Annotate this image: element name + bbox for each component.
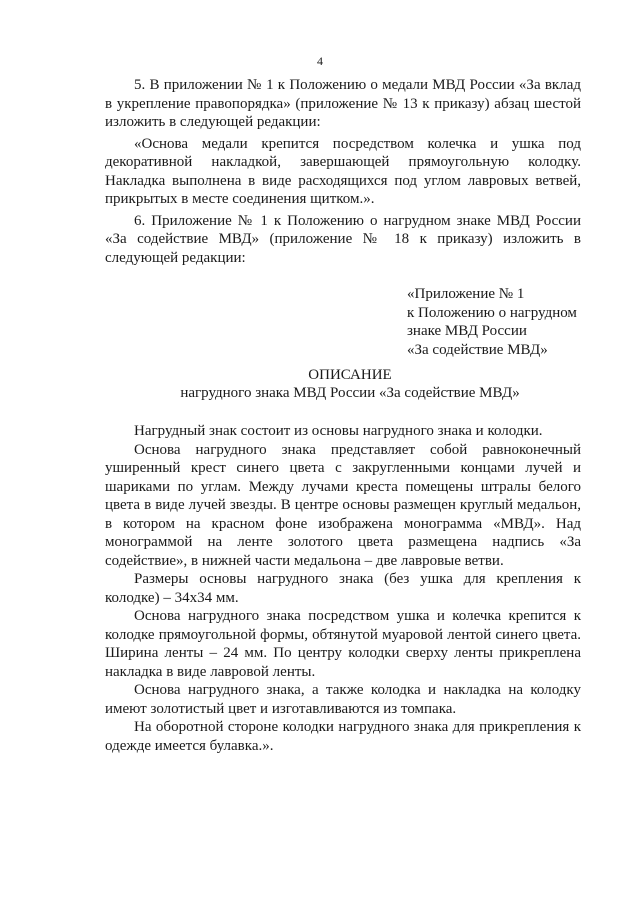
description-body xyxy=(105,422,581,755)
description-subtitle: нагрудного знака МВД России «За содействие МВД» xyxy=(180,385,520,401)
description-title: ОПИСАНИЕ xyxy=(308,367,392,383)
description-paragraph-4: Основа нагрудного знака посредством ушка и колечка крепится к колодке прямоугольной формы, обтянутой муаровой лентой синего цвета. Ширина ленты – 24 мм. По центру колодки сверху ленты прикреплена накладка в виде лавровой ленты. xyxy=(105,608,581,680)
appendix-reference xyxy=(407,285,577,359)
description-paragraph-3: Размеры основы нагрудного знака (без ушка для крепления к колодке) – 34x34 мм. xyxy=(105,571,581,606)
description-paragraph-2: Основа нагрудного знака представляет собой равноконечный уширенный крест синего цвета с закругленными концами лучей и шариками по углам. Между лучами креста помещены штралы белого цвета в виде лучей звезды. В центре основы размещен круглый медальон, в котором на красном фоне изображена монограмма «МВД». Над монограммой на ленте золотого цвета размещена надпись «За содействие», в нижней части медальона – две лавровые ветви. xyxy=(105,441,581,569)
section-5-intro: 5. В приложении № 1 к Положению о медали МВД России «За вклад в укрепление правопорядка» (приложение № 13 к приказу) абзац шестой изложить в следующей редакции: xyxy=(105,77,581,130)
description-paragraph-6: На оборотной стороне колодки нагрудного знака для прикрепления к одежде имеется булавка.». xyxy=(105,719,581,754)
section-5 xyxy=(105,76,581,267)
page-number: 4 xyxy=(317,54,323,68)
appendix-line-1: «Приложение № 1 xyxy=(407,286,525,302)
description-paragraph-5: Основа нагрудного знака, а также колодка и накладка на колодку имеют золотистый цвет и изготавливаются из томпака. xyxy=(105,682,581,717)
description-paragraph-1: Нагрудный знак состоит из основы нагрудного знака и колодки. xyxy=(134,423,543,439)
appendix-line-2: к Положению о нагрудном xyxy=(407,304,577,321)
section-5-quote: «Основа медали крепится посредством колечка и ушка под декоративной накладкой, завершающей прямоугольную колодку. Накладка выполнена в виде расходящихся под углом лавровых ветвей, прикрытых в месте соединения щитком.». xyxy=(105,135,581,207)
appendix-line-4: «За содействие МВД» xyxy=(407,341,548,358)
section-6-intro: 6. Приложение № 1 к Положению о нагрудном знаке МВД России «За содействие МВД» (приложение № 18 к приказу) изложить в следующей редакции: xyxy=(105,212,581,266)
appendix-line-3: знаке МВД России xyxy=(407,323,527,339)
